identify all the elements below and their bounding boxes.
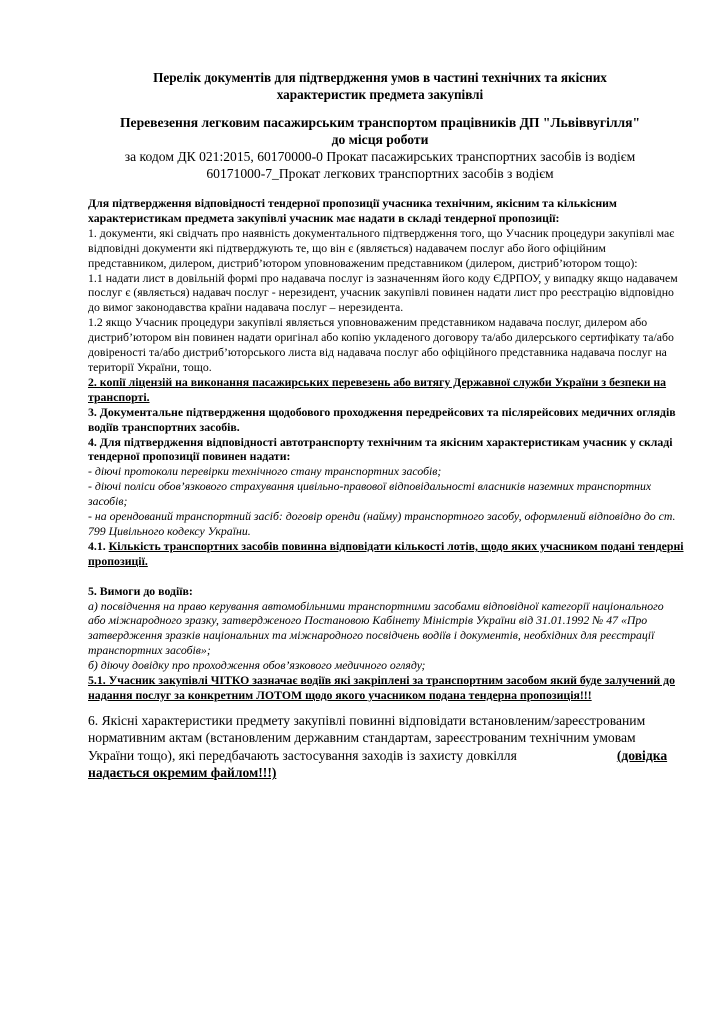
item-4-c: - на орендований транспортний засіб: договір оренди (найму) транспортного засобу, оформлений відповідно до ст. 799 Цивільного кодексу України.	[88, 509, 676, 538]
item-4-a: - діючі протоколи перевірки технічного стану транспортних засобів;	[88, 464, 442, 479]
item-2: 2. копії ліцензій на виконання пасажирських перевезень або витягу Державної служби України з безпеки на транспорті.	[88, 374, 667, 404]
document-title	[60, 69, 700, 103]
item-5-b: б) діючу довідку про проходження обов’язкового медичного огляду;	[88, 658, 426, 673]
intro-paragraph: Для підтвердження відповідності тендерної пропозиції учасника технічним, якісним та кількісним характеристикам предмета закупівлі учасник має надати в складі тендерної пропозиції:	[88, 196, 617, 225]
item-4-b: - діючі поліси обов’язкового страхування цивільно-правової відповідальності власників наземних транспортних засобів;	[88, 479, 652, 509]
item-3: 3. Документальне підтвердження щодобового проходження передрейсових та післярейсових медичних оглядів водіїв транспортних засобів.	[88, 404, 676, 434]
item-4-1	[88, 539, 684, 569]
item-4: 4. Для підтвердження відповідності автотранспорту технічним та якісним характеристикам учасник у складі тендерної пропозиції повинен надати:	[88, 434, 673, 464]
item-1: 1. документи, які свідчать про наявність документального підтвердження того, що Учасник процедури закупівлі має відповідні документи які підтверджують те, що він є (являється) надавачем послуг або його офіційним представником, дилером, дистриб’ютором уповноваженим представником (дилером, дистриб’ютором тощо):	[88, 225, 675, 270]
procurement-code	[60, 149, 700, 182]
item-1-2: 1.2 якщо Учасник процедури закупівлі являється уповноваженим представником надавача послуг, дилером або дистриб’ютором він повинен надати оригінал або копію укладеного договору та/або дилерського сертифікату та/або довіреності та/або дистриб’юторського листа від надавача послуг або офіційного представника надавача послуг на території України, тощо.	[88, 315, 674, 374]
item-1-1: 1.1 надати лист в довільній формі про надавача послуг із зазначенням його коду ЄДРПОУ, у випадку якщо надавачем послуг є (являється) надавач послуг - нерезидент, учасник закупівлі повинен надати лист про реєстрацію відповідно до вимог законодавства країни надавача послуг – нерезидента.	[88, 270, 678, 315]
item-5: 5. Вимоги до водіїв:	[88, 583, 193, 598]
item-6-text: 6. Якісні характеристики предмету закупівлі повинні відповідати встановленим/зареєстрованим нормативним актам (встановленим державним стандартам, зареєстрованим технічним умовам України тощо), які передбачають застосування заходів із захисту довкілля	[88, 712, 646, 763]
item-5-1: 5.1. Учасник закупівлі ЧІТКО зазначає водіїв які закріплені за транспортним засобом який буде залучений до надання послуг за конкретним ЛОТОМ щодо якого учасником подана тендерна пропозиція!!!	[88, 673, 675, 702]
item-4-1-text: Кількість транспортних засобів повинна відповідати кількості лотів, щодо яких учасником подані тендерні пропозиції.	[88, 538, 684, 568]
subject-line-2: до місця роботи	[331, 132, 429, 147]
item-6	[88, 712, 684, 782]
item-6-note: (довідка надається окремим файлом!!!)	[88, 747, 668, 781]
code-line-2: 60171000-7_Прокат легкових транспортних засобів з водієм	[206, 165, 554, 181]
procurement-subject	[60, 114, 700, 148]
document-body	[88, 196, 684, 782]
item-5-a: а) посвідчення на право керування автомобільними транспортними засобами відповідної категорії національного або міжнародного зразку, затвердженого Постановою Кабінету Міністрів України від 31.01.1992 № 47 «Про затвердження зразків національних та міжнародного посвідчень водіїв і документів, необхідних для реєстрації транспортних засобів»;	[88, 598, 664, 658]
title-line-2: характеристик предмета закупівлі	[276, 87, 484, 102]
subject-line-1: Перевезення легковим пасажирським транспортом працівників ДП "Львіввугілля"	[119, 115, 641, 130]
title-line-1: Перелік документів для підтвердження умов в частині технічних та якісних	[153, 70, 607, 85]
spacer	[88, 569, 684, 584]
code-line-1: за кодом ДК 021:2015, 60170000-0 Прокат пасажирських транспортних засобів із водієм	[124, 149, 636, 164]
item-4-1-number: 4.1.	[88, 538, 109, 553]
